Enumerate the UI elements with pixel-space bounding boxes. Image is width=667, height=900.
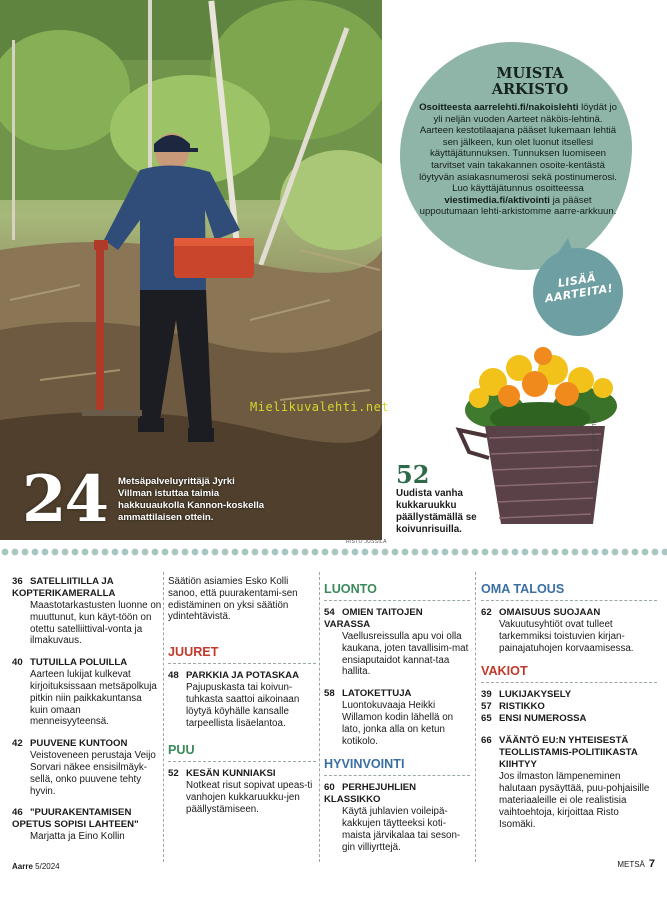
entry-title: "PUURAKENTAMISEN OPETUS SOPISI LAHTEEN" [12, 807, 139, 831]
section-heading-puu: PUU [168, 743, 316, 762]
entry-title: PARKKIA JA POTASKAA [186, 670, 299, 682]
section-heading-vakiot: VAKIOT [481, 664, 657, 683]
contents-entry[interactable] [12, 657, 162, 728]
entry-text: Aarteen lukijat kulkevat kirjoituksissaan metsäpolkuja pitkin niin paikkakuntansa kuin omaan menneisyyteensä. [30, 669, 157, 728]
entry-text: Käytä juhlavien voileipä-kakkujen täytteeksi koti-maista järvikalaa tai seson-gin villiyrttejä. [342, 806, 461, 853]
entry-title: KESÄN KUNNIAKSI [186, 768, 276, 780]
watermark: Mielikuvalehti.net [250, 400, 390, 414]
entry-page: 42 [12, 738, 23, 750]
main-photo-caption: Metsäpalveluyrittäjä Jyrki Villman istuttaa taimia hakkuuaukolla Kannon-koskella ammattilaisen ottein. [118, 476, 265, 523]
contents-entry[interactable] [481, 735, 657, 830]
list-item[interactable]: 39 LUKIJAKYSELY [481, 689, 572, 701]
entry-title: PUUVENE KUNTOON [30, 738, 128, 750]
regulars-list [481, 689, 657, 725]
list-item[interactable]: 65 ENSI NUMEROSSA [481, 713, 587, 725]
contents-entry[interactable] [168, 670, 316, 729]
contents-entry[interactable] [481, 607, 657, 654]
contents-entry[interactable] [324, 688, 470, 747]
main-photo [0, 0, 382, 540]
entry-page: 54 [324, 607, 335, 618]
feature-page-number: 24 [22, 462, 108, 537]
contents-column-1 [12, 576, 162, 853]
entry-title: OMAISUUS SUOJAAN [499, 607, 601, 618]
flower-caption: Uudista vanha kukkaruukku päällystämällä se koivunrisuilla. [396, 488, 477, 535]
column-separator [475, 572, 476, 862]
contents-entry[interactable] [12, 807, 162, 843]
entry-page: 66 [481, 735, 492, 747]
flower-page-number: 52 [396, 460, 430, 489]
contents-column-3 [324, 580, 470, 864]
entry-title: LATOKETTUJA [342, 688, 412, 700]
contents-entry[interactable] [12, 576, 162, 647]
entry-text: Vakuutusyhtiöt ovat tulleet tarkemmiksi toistuvien kirjan-painajatuhojen korvaamisessa. [499, 619, 634, 654]
contents-entry[interactable] [324, 607, 470, 678]
entry-page: 36 [12, 576, 23, 587]
entry-page: 46 [12, 807, 23, 819]
dotted-divider [0, 547, 667, 557]
speech-bubble-label: LISÄÄ AARTEITA! [544, 271, 615, 306]
entry-title: PERHEJUHLIEN KLASSIKKO [324, 782, 417, 806]
section-heading-hyvinvointi: HYVINVOINTI [324, 757, 470, 776]
entry-text: Maastotarkastusten luonne on muuttunut, kun käyt-töön on otettu satelliittival-vonta ja ilmakuvaus. [30, 600, 162, 647]
entry-title: OMIEN TAITOJEN VARASSA [324, 607, 423, 630]
archive-link-nakoislehti[interactable]: Osoitteesta aarrelehti.fi/nakoislehti [419, 102, 579, 113]
entry-page: 52 [168, 768, 179, 780]
entry-continuation: Säätiön asiamies Esko Kolli sanoo, että puurakentami-sen edistäminen on yksi säätiön ydintehtävistä. [168, 576, 298, 623]
entry-title: VÄÄNTÖ EU:N YHTEISESTÄ TEOLLISTAMIS-POLITIIKASTA KIIHTYY [499, 735, 638, 771]
entry-text: Veistoveneen perustaja Veijo Sorvari näkee ensisilmäyk-sellä, onko puuvene tehty hyvin. [30, 750, 156, 797]
contents-column-4 [481, 580, 657, 840]
flower-photo-credit: SUSANNA KORTELAINEN [590, 420, 596, 487]
column-separator [319, 572, 320, 862]
entry-text: Luontokuvaaja Heikki Willamon kodin lähellä on lato, jonka alla on ketun kotikolo. [342, 700, 454, 747]
entry-text: Pajupuskasta tai koivun-tuhkasta saattoi aikoinaan löytyä köyhälle kansalle tarpeellista lisäelantoa. [186, 682, 300, 729]
entry-page: 60 [324, 782, 335, 794]
contents-entry[interactable] [168, 768, 316, 815]
footer-page: METSÄ 7 [617, 858, 655, 870]
column-separator [163, 572, 164, 862]
entry-text: Marjatta ja Eino Kollin [30, 831, 125, 843]
archive-box-text: Osoitteesta aarrelehti.fi/nakoislehti löydät jo yli neljän vuoden Aarteet näköis-lehtinä. Aarteen kestotilaajana pääset lukemaan lehtiä sen jälkeen, kun olet luonut itsellesi käyttäjätunnuksen. Tunnuksen luomiseen tarvitset vain takakannen osoite-kentästä löytyvän asiakasnumerosi sekä postinumerosi. Luo käyttäjätunnus osoitteessa viestimedia.fi/aktivointi ja pääset uppoutumaan lehti-arkistomme aarre-arkkuun. [419, 102, 617, 218]
section-heading-luonto: LUONTO [324, 582, 470, 601]
entry-text: Vaellusreissulla apu voi olla kaukana, joten tavallisim-mat ensiaputaidot kannat-taa hallita. [342, 631, 469, 678]
entry-page: 40 [12, 657, 23, 669]
contents-entry[interactable] [324, 782, 470, 853]
contents-column-2 [168, 576, 316, 826]
photo-credit: RISTO JUSSILA [346, 539, 387, 545]
entry-page: 58 [324, 688, 335, 700]
entry-title: TUTUILLA POLUILLA [30, 657, 128, 669]
section-heading-oma-talous: OMA TALOUS [481, 582, 657, 601]
archive-box-title: MUISTA ARKISTO [491, 65, 569, 98]
entry-page: 62 [481, 607, 492, 618]
entry-text: Jos ilmaston lämpeneminen halutaan pysäyttää, puu-pohjaisille materiaaleille ei ole realistisia vaihtoehtoja, kirjoittaa Risto Isomäki. [499, 771, 650, 830]
section-heading-juuret: JUURET [168, 645, 316, 664]
footer-magazine: Aarre 5/2024 [12, 862, 60, 871]
entry-page: 48 [168, 670, 179, 682]
list-item[interactable]: 57 RISTIKKO [481, 701, 545, 713]
entry-text: Notkeat risut sopivat upeas-ti vanhojen kukkaruukku-jen päällystämiseen. [186, 780, 313, 815]
archive-link-aktivointi[interactable]: viestimedia.fi/aktivointi [444, 194, 550, 206]
forest-planting-illustration [0, 0, 382, 540]
entry-title: SATELLIITILLA JA KOPTERIKAMERALLA [12, 576, 116, 599]
contents-entry[interactable] [12, 738, 162, 797]
